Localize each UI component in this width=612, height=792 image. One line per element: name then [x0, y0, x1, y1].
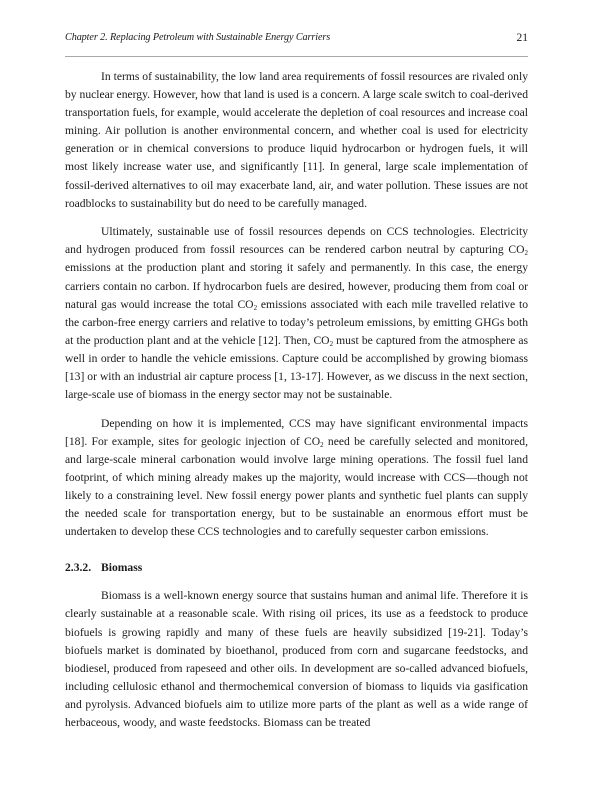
- paragraph-biomass-intro: Biomass is a well-known energy source that sustains human and animal life. Therefore it is clearly sustainable at a reasonable scale. With rising oil prices, its use as a feedstock to produce biofuels is growing rapidly and many of these fuels are heavily subsidized [19-21]. Today’s biofuels market is dominated by bioethanol, produced from corn and sugarcane feedstocks, and biodiesel, produced from rapeseed and other oils. In development are so-called advanced biofuels, including cellulosic ethanol and thermochemical conversion of biomass to liquids via gasification and pyrolysis. Advanced biofuels aim to utilize more parts of the plant as well as a wide range of herbaceous, woody, and waste feedstocks. Biomass can be treated: [65, 589, 528, 729]
- text-segment: emissions at the production plant and storing it safely and permanently. In this case, the energy carriers contain no carbon. If hydrocarbon fuels are desired, however, producing them from coal or natural gas would increase the total CO: [65, 261, 528, 311]
- text-segment: Ultimately, sustainable use of fossil resources depends on CCS technologies. Electricity and hydrogen produced from fossil resources can be rendered carbon neutral by capturing CO: [65, 225, 528, 257]
- paragraph-ccs-carbon-neutral: [65, 223, 528, 404]
- text-segment: emissions associated with each mile travelled relative to the carbon-free energy carriers and relative to today’s petroleum emissions, by emitting GHGs both at the production plant and at the vehicle [12]. Then, CO: [65, 297, 528, 347]
- page-body: [65, 68, 528, 732]
- subscript: 2: [253, 303, 258, 312]
- running-chapter-title: Chapter 2. Replacing Petroleum with Sustainable Energy Carriers: [65, 32, 331, 43]
- page-number: 21: [516, 32, 528, 44]
- subscript: 2: [329, 339, 334, 348]
- text-segment: need be carefully selected and monitored, and large-scale mineral carbonation would involve large mining operations. The fossil fuel land footprint, of which mining already makes up the majority, would increase with CCS—though not likely to a constraining level. New fossil energy power plants and synthetic fuel plants can supply the needed scale for transportation energy, but to be sustainable an enormous effort must be undertaken to develop these CCS technologies and to carefully sequester carbon emissions.: [65, 434, 528, 539]
- header-divider: [65, 56, 528, 57]
- text-segment: Depending on how it is implemented, CCS may have significant environmental impacts [18]. For example, sites for geologic injection of CO: [65, 416, 528, 448]
- paragraph-land-use: In terms of sustainability, the low land area requirements of fossil resources are rivaled only by nuclear energy. However, how that land is used is a concern. A large scale switch to coal-derived transportation fuels, for example, would accelerate the depletion of coal resources and increase coal mining. Air pollution is another environmental concern, and whether coal is used for electricity generation or in chemical conversions to produce liquid hydrocarbon or hydrogen fuels, it will most likely increase water use, and significantly [11]. In general, large scale implementation of fossil-derived alternatives to oil may exacerbate land, air, and water pollution. These issues are not roadblocks to sustainability but do need to be carefully managed.: [65, 70, 528, 210]
- text-segment: must be captured from the atmosphere as well in order to handle the vehicle emissions. Capture could be accomplished by growing biomass [13] or with an industrial air capture process [1, 13-17]. However, as we discuss in the next section, large-scale use of biomass in the energy sector may not be sustainable.: [65, 333, 528, 402]
- subscript: 2: [524, 249, 528, 258]
- section-number: 2.3.2.: [65, 561, 92, 575]
- page-header: [65, 32, 528, 48]
- section-heading-biomass: [65, 559, 528, 577]
- section-title: Biomass: [101, 561, 143, 575]
- paragraph-ccs-impacts: [65, 415, 528, 542]
- subscript: 2: [320, 440, 324, 449]
